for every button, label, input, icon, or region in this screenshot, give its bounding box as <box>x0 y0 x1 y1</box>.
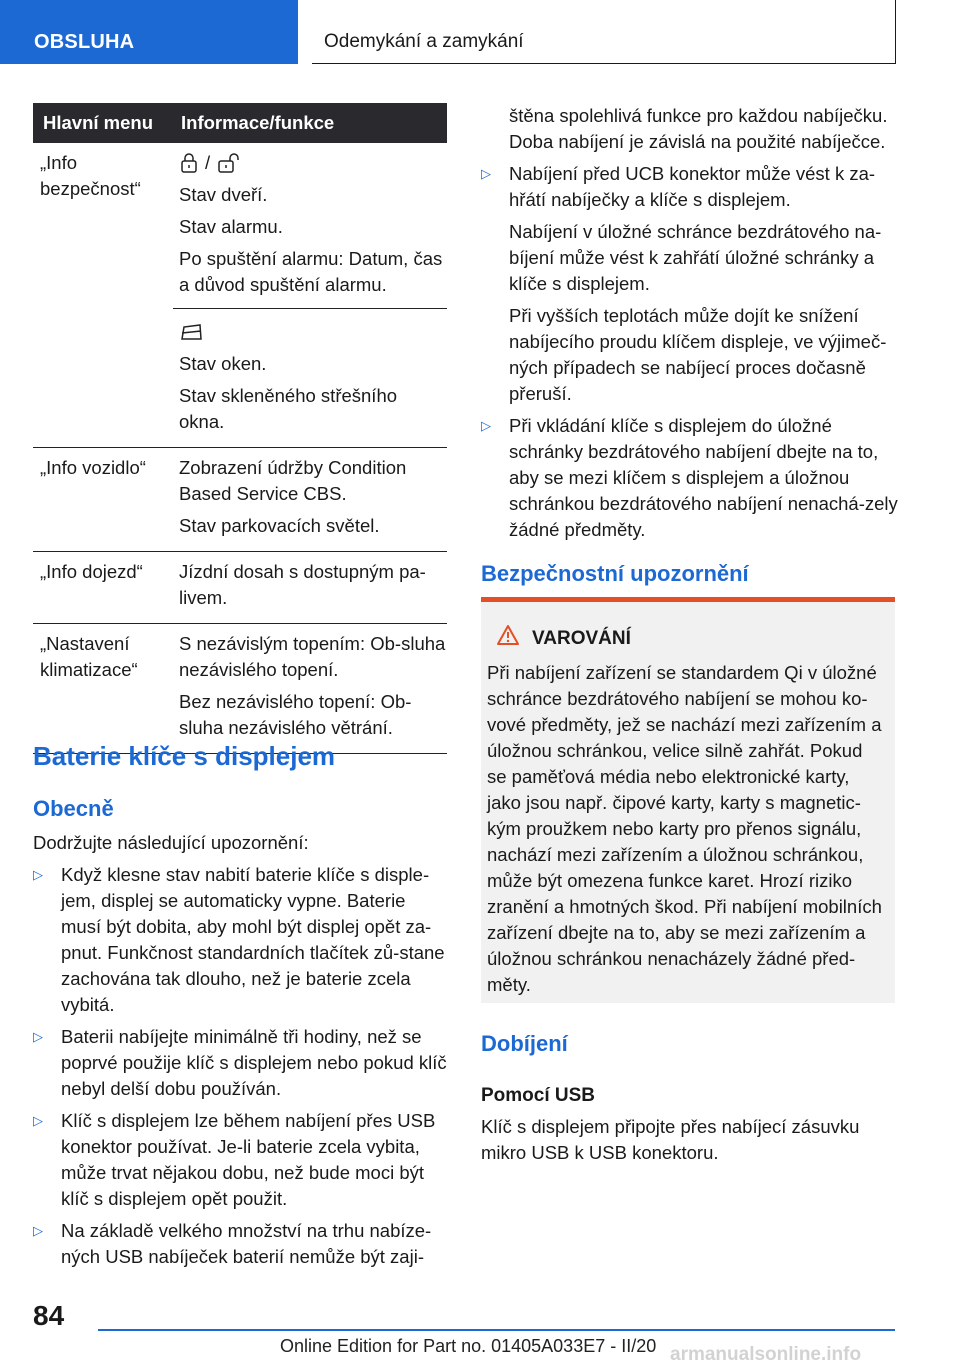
list-item <box>33 1218 447 1270</box>
table-cell-menu: „Info vozidlo“ <box>40 457 146 478</box>
bullet-text: Klíč s displejem lze během nabíjení přes USB konektor používat. Je-li baterie zcela vybita, může trvat nějakou dobu, než bude moci být klíč s displejem opět použit. <box>61 1110 436 1209</box>
table-header-info: Informace/funkce <box>181 112 335 133</box>
cell-line: Jízdní dosah s dostupným pa-livem. <box>179 561 426 608</box>
bullet-text: Nabíjení v úložné schránce bezdrátového na-bíjení může vést k zahřátí úložné schránky a klíče s displejem. <box>509 221 882 294</box>
table-cell-menu: „Info bezpečnost“ <box>40 152 141 199</box>
page-title: Odemykání a zamykání <box>312 0 896 64</box>
bullet-text: Když klesne stav nabití baterie klíče s disple-jem, displej se automaticky vypne. Baterie musí být dobita, aby mohl být displej opět za-pnut. Funkčnost standardních tlačítek zů-stane zachována tak dlouho, než je baterie zcela vybitá. <box>61 864 445 1015</box>
list-item <box>481 161 899 407</box>
list-item <box>481 413 899 543</box>
bullet-text: Baterii nabíjejte minimálně tři hodiny, než se poprvé použije klíč s displejem nebo pokud klíč nebyl delší dobu používán. <box>61 1026 447 1099</box>
bullet-marker-icon: ▷ <box>481 166 491 181</box>
bullet-marker-icon: ▷ <box>33 1113 43 1128</box>
bullet-marker-icon: ▷ <box>33 1029 43 1044</box>
footer-divider <box>98 1329 895 1331</box>
cell-line: Stav parkovacích světel. <box>179 515 380 536</box>
table-row <box>33 448 447 552</box>
usb-text: Klíč s displejem připojte přes nabíjecí zásuvku mikro USB k USB konektoru. <box>481 1116 860 1163</box>
intro-text: Dodržujte následující upozornění: <box>33 832 309 853</box>
lock-icons <box>179 150 447 176</box>
table-header-menu: Hlavní menu <box>43 112 153 133</box>
warning-triangle-icon <box>496 624 520 654</box>
subsection-heading: Obecně <box>33 796 114 821</box>
warning-text: Při nabíjení zařízení se standardem Qi v úložné schránce bezdrátového nabíjení se mohou ko-vové předměty, jež se nachází mezi zařízením a úložnou schránkou, velice silně zahřát. Pokud se paměťová média nebo elektronické karty, jako jsou např. čipové karty, karty s magnetic-kým proužkem nebo karty pro přenos signálu, nachází mezi zařízením a úložnou schránkou, může být omezena funkce karet. Hrozí riziko zranění a hmotných škod. Při nabíjení mobilních zařízení dbejte na to, aby se mezi zařízením a úložnou schránkou nenacházely žádné před-měty. <box>487 662 882 995</box>
section-tab: OBSLUHA <box>0 0 298 64</box>
table-row <box>33 143 447 448</box>
bullet-marker-icon: ▷ <box>481 418 491 433</box>
section-heading: Baterie klíče s displejem <box>33 741 336 771</box>
cell-line: Stav skleněného střešního okna. <box>179 385 398 432</box>
list-item <box>33 1024 447 1102</box>
menu-info-table <box>33 103 447 754</box>
warning-title <box>496 624 885 654</box>
bullet-text: Na základě velkého množství na trhu nabíze-ných USB nabíječek baterií nemůže být zaji- <box>61 1220 432 1267</box>
bullet-list <box>33 862 447 1276</box>
table-cell-menu: „Info dojezd“ <box>40 561 143 582</box>
cell-line: Stav oken. <box>179 353 267 374</box>
usb-heading: Pomocí USB <box>481 1085 596 1106</box>
warning-title-text: VAROVÁNÍ <box>532 628 631 649</box>
icon-separator: / <box>205 152 211 173</box>
cell-line: S nezávislým topením: Ob-sluha nezávislého topení. <box>179 633 446 680</box>
lock-open-icon <box>216 152 244 174</box>
warning-box <box>481 597 895 1003</box>
charging-heading: Dobíjení <box>481 1031 568 1056</box>
lock-closed-icon <box>179 152 199 174</box>
watermark: armanualsonline.info <box>670 1344 862 1362</box>
window-icon <box>179 322 205 342</box>
bullet-text: Při vkládání klíče s displejem do úložné schránky bezdrátového nabíjení dbejte na to, aby se mezi klíčem s displejem a úložnou schránkou bezdrátového nabíjení nenachá-zely žádné předměty. <box>509 415 898 540</box>
footer-edition: Online Edition for Part no. 01405A033E7 - II/20 <box>280 1336 657 1356</box>
bullet-text: Nabíjení před UCB konektor může vést k za-hřátí nabíječky a klíče s displejem. <box>509 163 876 210</box>
bullet-list <box>481 161 899 549</box>
table-cell-menu: „Nastavení klimatizace“ <box>40 633 138 680</box>
cell-line: Po spuštění alarmu: Datum, čas a důvod spuštění alarmu. <box>179 248 443 295</box>
bullet-marker-icon: ▷ <box>33 1223 43 1238</box>
bullet-text: Při vyšších teplotách může dojít ke snížení nabíjecího proudu klíčem displeje, ve výjimeč-ných případech se nabíjecí proces dočasně přeruší. <box>509 305 887 404</box>
safety-heading: Bezpečnostní upozornění <box>481 561 749 586</box>
list-item <box>33 862 447 1018</box>
cell-line: Zobrazení údržby Condition Based Service CBS. <box>179 457 407 504</box>
table-row <box>33 624 447 754</box>
cell-line: Stav alarmu. <box>179 216 283 237</box>
list-item <box>33 1108 447 1212</box>
window-icon-row <box>179 319 447 345</box>
table-header <box>33 103 447 143</box>
bullet-marker-icon: ▷ <box>33 867 43 882</box>
continued-text: štěna spolehlivá funkce pro každou nabíječku. Doba nabíjení je závislá na použité nabíječce. <box>509 105 888 152</box>
cell-line: Bez nezávislého topení: Ob-sluha nezávislého větrání. <box>179 691 412 738</box>
page-number: 84 <box>33 1300 65 1331</box>
table-row <box>33 552 447 624</box>
cell-line: Stav dveří. <box>179 184 268 205</box>
